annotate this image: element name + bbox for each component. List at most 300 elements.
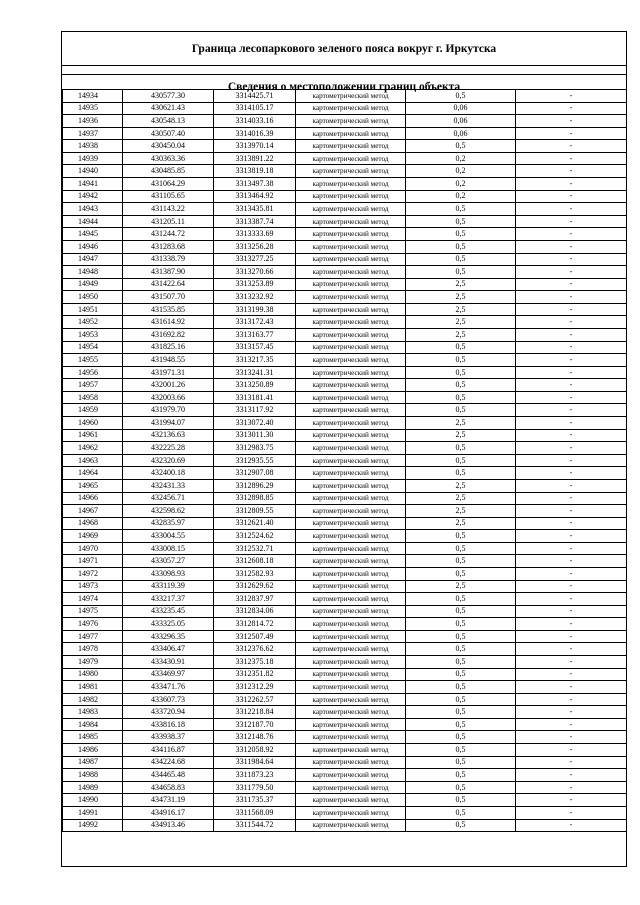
table-row bbox=[63, 127, 627, 140]
point-number-cell: 14958 bbox=[63, 391, 123, 404]
table-row bbox=[63, 593, 627, 606]
accuracy-cell: 0,5 bbox=[406, 668, 516, 681]
y-coordinate-cell: 3312837.97 bbox=[214, 593, 296, 606]
y-coordinate-cell: 3313011.30 bbox=[214, 429, 296, 442]
table-row bbox=[63, 228, 627, 241]
point-number-cell: 14976 bbox=[63, 618, 123, 631]
accuracy-cell: 0,5 bbox=[406, 253, 516, 266]
method-cell: картометрический метод bbox=[296, 467, 406, 480]
accuracy-cell: 0,5 bbox=[406, 806, 516, 819]
table-row bbox=[63, 454, 627, 467]
description-cell: - bbox=[516, 127, 627, 140]
boundary-coordinates-table bbox=[62, 89, 627, 832]
description-cell: - bbox=[516, 618, 627, 631]
table-row bbox=[63, 668, 627, 681]
point-number-cell: 14938 bbox=[63, 140, 123, 153]
y-coordinate-cell: 3312898.85 bbox=[214, 492, 296, 505]
table-row bbox=[63, 794, 627, 807]
table-row bbox=[63, 479, 627, 492]
description-cell: - bbox=[516, 630, 627, 643]
y-coordinate-cell: 3313970.14 bbox=[214, 140, 296, 153]
y-coordinate-cell: 3312983.75 bbox=[214, 442, 296, 455]
description-cell: - bbox=[516, 316, 627, 329]
accuracy-cell: 0,5 bbox=[406, 442, 516, 455]
accuracy-cell: 0,5 bbox=[406, 542, 516, 555]
accuracy-cell: 0,5 bbox=[406, 756, 516, 769]
x-coordinate-cell: 431825.16 bbox=[123, 341, 214, 354]
y-coordinate-cell: 3312629.62 bbox=[214, 580, 296, 593]
description-cell: - bbox=[516, 756, 627, 769]
y-coordinate-cell: 3313157.45 bbox=[214, 341, 296, 354]
y-coordinate-cell: 3313497.38 bbox=[214, 178, 296, 191]
table-row bbox=[63, 656, 627, 669]
method-cell: картометрический метод bbox=[296, 517, 406, 530]
x-coordinate-cell: 432598.62 bbox=[123, 505, 214, 518]
x-coordinate-cell: 432320.69 bbox=[123, 454, 214, 467]
x-coordinate-cell: 431994.07 bbox=[123, 417, 214, 430]
method-cell: картометрический метод bbox=[296, 454, 406, 467]
x-coordinate-cell: 430507.40 bbox=[123, 127, 214, 140]
point-number-cell: 14978 bbox=[63, 643, 123, 656]
point-number-cell: 14946 bbox=[63, 240, 123, 253]
y-coordinate-cell: 3313253.89 bbox=[214, 278, 296, 291]
x-coordinate-cell: 431387.90 bbox=[123, 266, 214, 279]
description-cell: - bbox=[516, 404, 627, 417]
accuracy-cell: 0,5 bbox=[406, 530, 516, 543]
table-row bbox=[63, 744, 627, 757]
y-coordinate-cell: 3313181.41 bbox=[214, 391, 296, 404]
x-coordinate-cell: 433469.97 bbox=[123, 668, 214, 681]
accuracy-cell: 0,5 bbox=[406, 228, 516, 241]
description-cell: - bbox=[516, 278, 627, 291]
y-coordinate-cell: 3313217.35 bbox=[214, 354, 296, 367]
description-cell: - bbox=[516, 781, 627, 794]
accuracy-cell: 2,5 bbox=[406, 505, 516, 518]
accuracy-cell: 0,2 bbox=[406, 165, 516, 178]
y-coordinate-cell: 3312058.92 bbox=[214, 744, 296, 757]
y-coordinate-cell: 3312809.55 bbox=[214, 505, 296, 518]
section-subtitle: Сведения о местоположении границ объекта bbox=[62, 74, 626, 93]
y-coordinate-cell: 3313241.31 bbox=[214, 366, 296, 379]
description-cell: - bbox=[516, 140, 627, 153]
x-coordinate-cell: 431283.68 bbox=[123, 240, 214, 253]
table-row bbox=[63, 731, 627, 744]
y-coordinate-cell: 3313819.18 bbox=[214, 165, 296, 178]
x-coordinate-cell: 434658.83 bbox=[123, 781, 214, 794]
method-cell: картометрический метод bbox=[296, 580, 406, 593]
accuracy-cell: 0,2 bbox=[406, 152, 516, 165]
x-coordinate-cell: 433098.93 bbox=[123, 567, 214, 580]
y-coordinate-cell: 3313172.43 bbox=[214, 316, 296, 329]
point-number-cell: 14944 bbox=[63, 215, 123, 228]
table-row bbox=[63, 769, 627, 782]
table-row bbox=[63, 203, 627, 216]
description-cell: - bbox=[516, 454, 627, 467]
y-coordinate-cell: 3313464.92 bbox=[214, 190, 296, 203]
y-coordinate-cell: 3312896.29 bbox=[214, 479, 296, 492]
accuracy-cell: 0,2 bbox=[406, 190, 516, 203]
table-row bbox=[63, 240, 627, 253]
y-coordinate-cell: 3313072.40 bbox=[214, 417, 296, 430]
method-cell: картометрический метод bbox=[296, 643, 406, 656]
accuracy-cell: 0,5 bbox=[406, 718, 516, 731]
method-cell: картометрический метод bbox=[296, 366, 406, 379]
point-number-cell: 14987 bbox=[63, 756, 123, 769]
accuracy-cell: 0,5 bbox=[406, 454, 516, 467]
x-coordinate-cell: 433119.39 bbox=[123, 580, 214, 593]
point-number-cell: 14963 bbox=[63, 454, 123, 467]
description-cell: - bbox=[516, 190, 627, 203]
method-cell: картометрический метод bbox=[296, 731, 406, 744]
point-number-cell: 14962 bbox=[63, 442, 123, 455]
x-coordinate-cell: 430621.43 bbox=[123, 102, 214, 115]
x-coordinate-cell: 431205.11 bbox=[123, 215, 214, 228]
table-row bbox=[63, 530, 627, 543]
description-cell: - bbox=[516, 605, 627, 618]
y-coordinate-cell: 3312218.84 bbox=[214, 706, 296, 719]
x-coordinate-cell: 431422.64 bbox=[123, 278, 214, 291]
method-cell: картометрический метод bbox=[296, 165, 406, 178]
point-number-cell: 14952 bbox=[63, 316, 123, 329]
method-cell: картометрический метод bbox=[296, 630, 406, 643]
method-cell: картометрический метод bbox=[296, 379, 406, 392]
point-number-cell: 14936 bbox=[63, 115, 123, 128]
table-row bbox=[63, 756, 627, 769]
table-row bbox=[63, 492, 627, 505]
method-cell: картометрический метод bbox=[296, 341, 406, 354]
x-coordinate-cell: 431105.65 bbox=[123, 190, 214, 203]
x-coordinate-cell: 430548.13 bbox=[123, 115, 214, 128]
accuracy-cell: 0,5 bbox=[406, 630, 516, 643]
table-row bbox=[63, 90, 627, 103]
x-coordinate-cell: 434116.87 bbox=[123, 744, 214, 757]
table-row bbox=[63, 517, 627, 530]
accuracy-cell: 2,5 bbox=[406, 328, 516, 341]
accuracy-cell: 2,5 bbox=[406, 303, 516, 316]
method-cell: картометрический метод bbox=[296, 542, 406, 555]
description-cell: - bbox=[516, 542, 627, 555]
point-number-cell: 14979 bbox=[63, 656, 123, 669]
document-frame bbox=[61, 31, 627, 867]
method-cell: картометрический метод bbox=[296, 618, 406, 631]
table-row bbox=[63, 303, 627, 316]
x-coordinate-cell: 433325.05 bbox=[123, 618, 214, 631]
point-number-cell: 14942 bbox=[63, 190, 123, 203]
x-coordinate-cell: 430450.04 bbox=[123, 140, 214, 153]
table-row bbox=[63, 165, 627, 178]
method-cell: картометрический метод bbox=[296, 479, 406, 492]
method-cell: картометрический метод bbox=[296, 391, 406, 404]
point-number-cell: 14948 bbox=[63, 266, 123, 279]
accuracy-cell: 0,06 bbox=[406, 115, 516, 128]
method-cell: картометрический метод bbox=[296, 567, 406, 580]
method-cell: картометрический метод bbox=[296, 152, 406, 165]
accuracy-cell: 0,5 bbox=[406, 693, 516, 706]
point-number-cell: 14949 bbox=[63, 278, 123, 291]
table-row bbox=[63, 442, 627, 455]
x-coordinate-cell: 431507.70 bbox=[123, 291, 214, 304]
point-number-cell: 14973 bbox=[63, 580, 123, 593]
accuracy-cell: 0,5 bbox=[406, 744, 516, 757]
y-coordinate-cell: 3313891.22 bbox=[214, 152, 296, 165]
x-coordinate-cell: 431244.72 bbox=[123, 228, 214, 241]
x-coordinate-cell: 433057.27 bbox=[123, 555, 214, 568]
table-row bbox=[63, 354, 627, 367]
y-coordinate-cell: 3313270.66 bbox=[214, 266, 296, 279]
point-number-cell: 14950 bbox=[63, 291, 123, 304]
y-coordinate-cell: 3313250.89 bbox=[214, 379, 296, 392]
description-cell: - bbox=[516, 668, 627, 681]
description-cell: - bbox=[516, 643, 627, 656]
x-coordinate-cell: 434731.19 bbox=[123, 794, 214, 807]
description-cell: - bbox=[516, 228, 627, 241]
accuracy-cell: 2,5 bbox=[406, 479, 516, 492]
table-row bbox=[63, 580, 627, 593]
point-number-cell: 14975 bbox=[63, 605, 123, 618]
x-coordinate-cell: 431535.85 bbox=[123, 303, 214, 316]
method-cell: картометрический метод bbox=[296, 102, 406, 115]
method-cell: картометрический метод bbox=[296, 266, 406, 279]
description-cell: - bbox=[516, 492, 627, 505]
description-cell: - bbox=[516, 328, 627, 341]
point-number-cell: 14991 bbox=[63, 806, 123, 819]
description-cell: - bbox=[516, 215, 627, 228]
accuracy-cell: 0,5 bbox=[406, 769, 516, 782]
point-number-cell: 14983 bbox=[63, 706, 123, 719]
description-cell: - bbox=[516, 253, 627, 266]
accuracy-cell: 0,5 bbox=[406, 781, 516, 794]
description-cell: - bbox=[516, 291, 627, 304]
table-row bbox=[63, 429, 627, 442]
method-cell: картометрический метод bbox=[296, 492, 406, 505]
description-cell: - bbox=[516, 505, 627, 518]
description-cell: - bbox=[516, 479, 627, 492]
x-coordinate-cell: 433235.45 bbox=[123, 605, 214, 618]
point-number-cell: 14984 bbox=[63, 718, 123, 731]
x-coordinate-cell: 433008.15 bbox=[123, 542, 214, 555]
y-coordinate-cell: 3313333.69 bbox=[214, 228, 296, 241]
table-row bbox=[63, 605, 627, 618]
table-row bbox=[63, 102, 627, 115]
description-cell: - bbox=[516, 580, 627, 593]
y-coordinate-cell: 3312814.72 bbox=[214, 618, 296, 631]
point-number-cell: 14969 bbox=[63, 530, 123, 543]
accuracy-cell: 0,5 bbox=[406, 794, 516, 807]
point-number-cell: 14977 bbox=[63, 630, 123, 643]
description-cell: - bbox=[516, 718, 627, 731]
method-cell: картометрический метод bbox=[296, 442, 406, 455]
description-cell: - bbox=[516, 379, 627, 392]
accuracy-cell: 0,5 bbox=[406, 203, 516, 216]
x-coordinate-cell: 432400.18 bbox=[123, 467, 214, 480]
x-coordinate-cell: 434913.46 bbox=[123, 819, 214, 832]
y-coordinate-cell: 3313277.25 bbox=[214, 253, 296, 266]
y-coordinate-cell: 3312834.06 bbox=[214, 605, 296, 618]
description-cell: - bbox=[516, 178, 627, 191]
accuracy-cell: 0,5 bbox=[406, 618, 516, 631]
x-coordinate-cell: 433938.37 bbox=[123, 731, 214, 744]
point-number-cell: 14940 bbox=[63, 165, 123, 178]
method-cell: картометрический метод bbox=[296, 354, 406, 367]
description-cell: - bbox=[516, 517, 627, 530]
y-coordinate-cell: 3312376.62 bbox=[214, 643, 296, 656]
method-cell: картометрический метод bbox=[296, 90, 406, 103]
table-row bbox=[63, 681, 627, 694]
y-coordinate-cell: 3314105.17 bbox=[214, 102, 296, 115]
point-number-cell: 14959 bbox=[63, 404, 123, 417]
method-cell: картометрический метод bbox=[296, 328, 406, 341]
method-cell: картометрический метод bbox=[296, 806, 406, 819]
accuracy-cell: 0,5 bbox=[406, 819, 516, 832]
description-cell: - bbox=[516, 744, 627, 757]
table-row bbox=[63, 693, 627, 706]
y-coordinate-cell: 3312148.76 bbox=[214, 731, 296, 744]
x-coordinate-cell: 431692.82 bbox=[123, 328, 214, 341]
y-coordinate-cell: 3312608.18 bbox=[214, 555, 296, 568]
x-coordinate-cell: 432431.33 bbox=[123, 479, 214, 492]
method-cell: картометрический метод bbox=[296, 681, 406, 694]
y-coordinate-cell: 3312935.55 bbox=[214, 454, 296, 467]
table-row bbox=[63, 266, 627, 279]
point-number-cell: 14945 bbox=[63, 228, 123, 241]
table-body bbox=[63, 90, 627, 832]
x-coordinate-cell: 433816.18 bbox=[123, 718, 214, 731]
x-coordinate-cell: 433296.35 bbox=[123, 630, 214, 643]
description-cell: - bbox=[516, 90, 627, 103]
x-coordinate-cell: 431614.92 bbox=[123, 316, 214, 329]
table-row bbox=[63, 379, 627, 392]
table-row bbox=[63, 555, 627, 568]
x-coordinate-cell: 432001.26 bbox=[123, 379, 214, 392]
method-cell: картометрический метод bbox=[296, 140, 406, 153]
accuracy-cell: 0,5 bbox=[406, 90, 516, 103]
method-cell: картометрический метод bbox=[296, 115, 406, 128]
accuracy-cell: 2,5 bbox=[406, 316, 516, 329]
y-coordinate-cell: 3313117.92 bbox=[214, 404, 296, 417]
y-coordinate-cell: 3313163.77 bbox=[214, 328, 296, 341]
accuracy-cell: 2,5 bbox=[406, 580, 516, 593]
table-row bbox=[63, 417, 627, 430]
accuracy-cell: 2,5 bbox=[406, 278, 516, 291]
y-coordinate-cell: 3312262.57 bbox=[214, 693, 296, 706]
table-row bbox=[63, 505, 627, 518]
accuracy-cell: 0,5 bbox=[406, 731, 516, 744]
description-cell: - bbox=[516, 303, 627, 316]
point-number-cell: 14981 bbox=[63, 681, 123, 694]
y-coordinate-cell: 3314016.39 bbox=[214, 127, 296, 140]
table-row bbox=[63, 341, 627, 354]
accuracy-cell: 0,5 bbox=[406, 215, 516, 228]
table-row bbox=[63, 781, 627, 794]
accuracy-cell: 0,5 bbox=[406, 643, 516, 656]
y-coordinate-cell: 3312907.08 bbox=[214, 467, 296, 480]
y-coordinate-cell: 3311873.23 bbox=[214, 769, 296, 782]
accuracy-cell: 0,5 bbox=[406, 605, 516, 618]
accuracy-cell: 0,5 bbox=[406, 706, 516, 719]
x-coordinate-cell: 432835.97 bbox=[123, 517, 214, 530]
table-row bbox=[63, 542, 627, 555]
point-number-cell: 14964 bbox=[63, 467, 123, 480]
description-cell: - bbox=[516, 567, 627, 580]
method-cell: картометрический метод bbox=[296, 555, 406, 568]
x-coordinate-cell: 430363.36 bbox=[123, 152, 214, 165]
table-row bbox=[63, 567, 627, 580]
point-number-cell: 14968 bbox=[63, 517, 123, 530]
point-number-cell: 14972 bbox=[63, 567, 123, 580]
y-coordinate-cell: 3312375.18 bbox=[214, 656, 296, 669]
table-row bbox=[63, 404, 627, 417]
point-number-cell: 14956 bbox=[63, 366, 123, 379]
y-coordinate-cell: 3311735.37 bbox=[214, 794, 296, 807]
x-coordinate-cell: 431979.70 bbox=[123, 404, 214, 417]
accuracy-cell: 2,5 bbox=[406, 517, 516, 530]
method-cell: картометрический метод bbox=[296, 316, 406, 329]
y-coordinate-cell: 3312312.29 bbox=[214, 681, 296, 694]
x-coordinate-cell: 431948.55 bbox=[123, 354, 214, 367]
method-cell: картометрический метод bbox=[296, 530, 406, 543]
point-number-cell: 14985 bbox=[63, 731, 123, 744]
accuracy-cell: 0,5 bbox=[406, 379, 516, 392]
x-coordinate-cell: 433720.94 bbox=[123, 706, 214, 719]
point-number-cell: 14957 bbox=[63, 379, 123, 392]
table-row bbox=[63, 215, 627, 228]
method-cell: картометрический метод bbox=[296, 794, 406, 807]
x-coordinate-cell: 432003.66 bbox=[123, 391, 214, 404]
x-coordinate-cell: 433004.55 bbox=[123, 530, 214, 543]
x-coordinate-cell: 433471.76 bbox=[123, 681, 214, 694]
description-cell: - bbox=[516, 794, 627, 807]
y-coordinate-cell: 3314033.16 bbox=[214, 115, 296, 128]
accuracy-cell: 0,5 bbox=[406, 266, 516, 279]
accuracy-cell: 0,5 bbox=[406, 240, 516, 253]
method-cell: картометрический метод bbox=[296, 744, 406, 757]
accuracy-cell: 0,5 bbox=[406, 341, 516, 354]
accuracy-cell: 0,5 bbox=[406, 366, 516, 379]
table-row bbox=[63, 278, 627, 291]
point-number-cell: 14960 bbox=[63, 417, 123, 430]
table-row bbox=[63, 152, 627, 165]
table-row bbox=[63, 467, 627, 480]
table-row bbox=[63, 291, 627, 304]
table-row bbox=[63, 328, 627, 341]
method-cell: картометрический метод bbox=[296, 656, 406, 669]
description-cell: - bbox=[516, 806, 627, 819]
method-cell: картометрический метод bbox=[296, 303, 406, 316]
table-row bbox=[63, 806, 627, 819]
method-cell: картометрический метод bbox=[296, 240, 406, 253]
accuracy-cell: 0,06 bbox=[406, 127, 516, 140]
description-cell: - bbox=[516, 656, 627, 669]
description-cell: - bbox=[516, 266, 627, 279]
method-cell: картометрический метод bbox=[296, 253, 406, 266]
accuracy-cell: 0,5 bbox=[406, 681, 516, 694]
x-coordinate-cell: 431338.79 bbox=[123, 253, 214, 266]
y-coordinate-cell: 3312351.82 bbox=[214, 668, 296, 681]
point-number-cell: 14970 bbox=[63, 542, 123, 555]
description-cell: - bbox=[516, 706, 627, 719]
point-number-cell: 14986 bbox=[63, 744, 123, 757]
accuracy-cell: 0,06 bbox=[406, 102, 516, 115]
point-number-cell: 14953 bbox=[63, 328, 123, 341]
description-cell: - bbox=[516, 165, 627, 178]
table-row bbox=[63, 253, 627, 266]
method-cell: картометрический метод bbox=[296, 228, 406, 241]
method-cell: картометрический метод bbox=[296, 404, 406, 417]
method-cell: картометрический метод bbox=[296, 417, 406, 430]
table-row bbox=[63, 630, 627, 643]
description-cell: - bbox=[516, 203, 627, 216]
y-coordinate-cell: 3311544.72 bbox=[214, 819, 296, 832]
